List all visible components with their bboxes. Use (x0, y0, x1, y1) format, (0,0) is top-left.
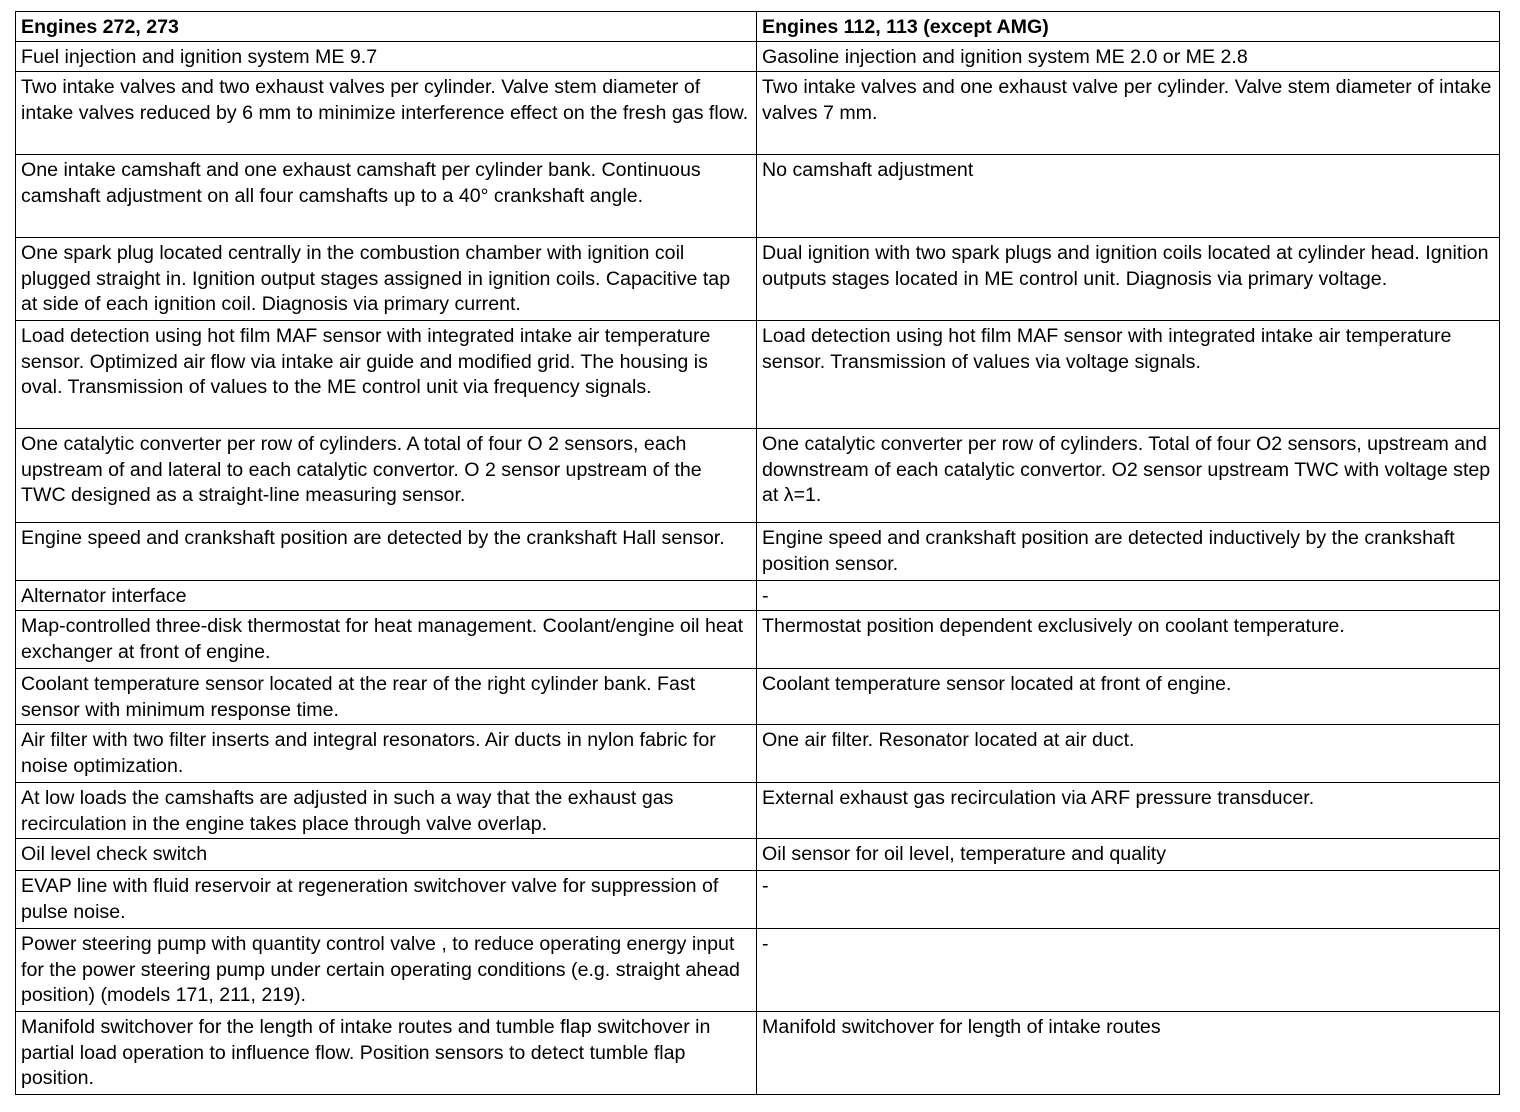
table-row (16, 839, 1500, 871)
table-row (16, 783, 1500, 839)
cell-112-113: Two intake valves and one exhaust valve per cylinder. Valve stem diameter of intake valves 7 mm. (757, 72, 1500, 155)
cell-112-113: One catalytic converter per row of cylinders. Total of four O2 sensors, upstream and downstream of each catalytic convertor. O2 sensor upstream TWC with voltage step at λ=1. (757, 429, 1500, 523)
table-row (16, 321, 1500, 429)
cell-112-113: Manifold switchover for length of intake routes (757, 1012, 1500, 1095)
cell-272-273: At low loads the camshafts are adjusted in such a way that the exhaust gas recirculation in the engine takes place through valve overlap. (16, 783, 757, 839)
table-row (16, 871, 1500, 929)
cell-112-113: Load detection using hot film MAF sensor with integrated intake air temperature sensor. Transmission of values via voltage signals. (757, 321, 1500, 429)
cell-112-113: - (757, 929, 1500, 1012)
table-row (16, 523, 1500, 581)
cell-272-273: Alternator interface (16, 581, 757, 611)
cell-272-273: Engine speed and crankshaft position are detected by the crankshaft Hall sensor. (16, 523, 757, 581)
cell-112-113: Engine speed and crankshaft position are detected inductively by the crankshaft position sensor. (757, 523, 1500, 581)
cell-112-113: Oil sensor for oil level, temperature and quality (757, 839, 1500, 871)
cell-272-273: Manifold switchover for the length of intake routes and tumble flap switchover in partial load operation to influence flow. Position sensors to detect tumble flap position. (16, 1012, 757, 1095)
cell-112-113: External exhaust gas recirculation via ARF pressure transducer. (757, 783, 1500, 839)
cell-272-273: Oil level check switch (16, 839, 757, 871)
cell-112-113: No camshaft adjustment (757, 155, 1500, 238)
table-row (16, 72, 1500, 155)
table-row (16, 725, 1500, 783)
cell-272-273: Power steering pump with quantity control valve , to reduce operating energy input for the power steering pump under certain operating conditions (e.g. straight ahead position) (models 171, 211, 219). (16, 929, 757, 1012)
cell-272-273: EVAP line with fluid reservoir at regeneration switchover valve for suppression of pulse noise. (16, 871, 757, 929)
table-row (16, 611, 1500, 669)
table-row (16, 155, 1500, 238)
cell-112-113: - (757, 581, 1500, 611)
table-row (16, 238, 1500, 321)
cell-112-113: Gasoline injection and ignition system ME 2.0 or ME 2.8 (757, 42, 1500, 72)
cell-112-113: Dual ignition with two spark plugs and ignition coils located at cylinder head. Ignition outputs stages located in ME control unit. Diagnosis via primary voltage. (757, 238, 1500, 321)
table-row (16, 581, 1500, 611)
header-engines-272-273: Engines 272, 273 (16, 12, 757, 42)
cell-272-273: Coolant temperature sensor located at the rear of the right cylinder bank. Fast sensor with minimum response time. (16, 669, 757, 725)
engine-comparison-table (15, 11, 1500, 1095)
table-row (16, 1012, 1500, 1095)
table-header-row (16, 12, 1500, 42)
cell-112-113: One air filter. Resonator located at air duct. (757, 725, 1500, 783)
table-row (16, 929, 1500, 1012)
cell-272-273: One intake camshaft and one exhaust camshaft per cylinder bank. Continuous camshaft adjustment on all four camshafts up to a 40° crankshaft angle. (16, 155, 757, 238)
cell-272-273: Fuel injection and ignition system ME 9.7 (16, 42, 757, 72)
cell-272-273: Air filter with two filter inserts and integral resonators. Air ducts in nylon fabric for noise optimization. (16, 725, 757, 783)
cell-112-113: Coolant temperature sensor located at front of engine. (757, 669, 1500, 725)
cell-272-273: Two intake valves and two exhaust valves per cylinder. Valve stem diameter of intake valves reduced by 6 mm to minimize interference effect on the fresh gas flow. (16, 72, 757, 155)
table-row (16, 669, 1500, 725)
cell-272-273: One spark plug located centrally in the combustion chamber with ignition coil plugged straight in. Ignition output stages assigned in ignition coils. Capacitive tap at side of each ignition coil. Diagnosis via primary current. (16, 238, 757, 321)
table-row (16, 429, 1500, 523)
cell-272-273: One catalytic converter per row of cylinders. A total of four O 2 sensors, each upstream of and lateral to each catalytic convertor. O 2 sensor upstream of the TWC designed as a straight-line measuring sensor. (16, 429, 757, 523)
header-engines-112-113: Engines 112, 113 (except AMG) (757, 12, 1500, 42)
table-row (16, 42, 1500, 72)
cell-112-113: - (757, 871, 1500, 929)
cell-272-273: Map-controlled three-disk thermostat for heat management. Coolant/engine oil heat exchanger at front of engine. (16, 611, 757, 669)
cell-272-273: Load detection using hot film MAF sensor with integrated intake air temperature sensor. Optimized air flow via intake air guide and modified grid. The housing is oval. Transmission of values to the ME control unit via frequency signals. (16, 321, 757, 429)
cell-112-113: Thermostat position dependent exclusively on coolant temperature. (757, 611, 1500, 669)
